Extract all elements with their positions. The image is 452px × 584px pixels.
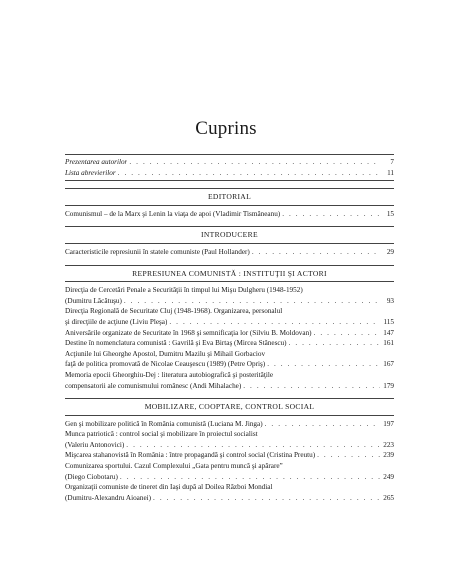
section-entries [65, 282, 394, 391]
dot-leader [126, 440, 380, 451]
section-heading: REPRESIUNEA COMUNISTĂ : INSTITUŢII ŞI ACTORI [132, 268, 327, 278]
toc-entry-line [65, 493, 394, 504]
toc-entry-text: şi direcţiile de acţiune (Liviu Pleşa) [65, 317, 168, 326]
toc-entry-text: Prezentarea autorilor [65, 158, 128, 166]
page-title: Cuprins [195, 118, 257, 139]
toc-entry-text: Mişcarea stahanovistă în România : între propagandă şi control social (Cristina Preutu) [65, 451, 316, 460]
toc-entry-line [65, 209, 394, 220]
toc-entry-line [65, 450, 394, 461]
page-number: 147 [383, 328, 394, 337]
page-number: 179 [383, 381, 394, 390]
dot-leader [317, 450, 380, 461]
toc-entry-text: faţă de politica promovată de Nicolae Ceauşescu (1989) (Petre Opriş) [65, 360, 266, 369]
toc-entry-line [65, 168, 394, 179]
toc-entry-text: (Diego Ciobotaru) [65, 472, 118, 481]
toc-entry[interactable] [65, 306, 394, 327]
toc-entry-text: Munca patriotică : control social şi mobilizare în proiectul socialist [65, 430, 258, 439]
toc-entry-text: Lista abrevierilor [65, 168, 116, 177]
table-of-contents [65, 154, 394, 503]
toc-entry-text: Caracteristicile represiunii în statele comuniste (Paul Hollander) [65, 247, 250, 256]
spacer [65, 258, 394, 265]
spacer [65, 181, 394, 188]
toc-entry-line [65, 338, 394, 349]
toc-entry[interactable] [65, 349, 394, 370]
dot-leader [129, 157, 380, 168]
dot-leader [267, 359, 380, 370]
dot-leader [252, 247, 380, 258]
toc-entry[interactable] [65, 370, 394, 391]
spacer [65, 391, 394, 398]
dot-leader [153, 493, 380, 504]
toc-entry[interactable] [65, 285, 394, 306]
page-number: 115 [383, 317, 394, 326]
toc-entry-text: (Dumitru-Alexandru Aioanei) [65, 493, 152, 502]
toc-entry-line [65, 440, 394, 451]
dot-leader [289, 338, 380, 349]
toc-entry-text: Comunizarea sportului. Cazul Complexului „Gata pentru muncă şi apărare” [65, 462, 283, 471]
toc-entry-line [65, 472, 394, 483]
page-number: 11 [387, 168, 394, 177]
toc-entry-text: Comunismul – de la Marx şi Lenin la viaţa de apoi (Vladimir Tismăneanu) [65, 209, 281, 218]
toc-entry[interactable] [65, 157, 394, 168]
toc-entry-text: (Dumitru Lăcătuşu) [65, 296, 122, 305]
toc-entry-line [65, 317, 394, 328]
toc-entry-line [65, 359, 394, 370]
toc-entry-text: Memoria epocii Gheorghiu-Dej : literatura autobiografică şi posterităţile [65, 370, 274, 379]
toc-entry-text: Gen şi mobilizare politică în România comunistă (Luciana M. Jinga) [65, 419, 263, 428]
dot-leader [120, 472, 380, 483]
toc-entry-text: compensatorii ale comunismului românesc (Andi Mihalache) [65, 381, 242, 390]
toc-entry-line [65, 381, 394, 392]
page-number: 161 [383, 339, 394, 348]
toc-entry[interactable] [65, 328, 394, 339]
section-entries [65, 416, 394, 504]
dot-leader [265, 419, 380, 430]
dot-leader [169, 317, 380, 328]
toc-entry-text: Acţiunile lui Gheorghe Apostol, Dumitru Mazilu şi Mihail Gorbaciov [65, 349, 266, 358]
section-heading: INTRODUCERE [201, 230, 258, 240]
page-number: 167 [383, 360, 394, 369]
page-number: 15 [386, 209, 394, 218]
toc-entry-text: Organizaţii comuniste de tineret din Iaşi după al Doilea Război Mondial [65, 483, 273, 492]
section-heading: MOBILIZARE, COOPTARE, CONTROL SOCIAL [144, 402, 315, 412]
toc-entry-text: Direcţia Regională de Securitate Cluj (1948-1968). Organizarea, personalul [65, 307, 283, 316]
toc-entry[interactable] [65, 419, 394, 430]
dot-leader [124, 296, 380, 307]
page-number: 29 [386, 247, 394, 256]
toc-entry-text: Direcţia de Cercetări Penale a Securităţii în timpul lui Mişu Dulgheru (1948-1952) [65, 286, 303, 295]
toc-entry[interactable] [65, 429, 394, 450]
section-entries [65, 206, 394, 220]
toc-entry[interactable] [65, 461, 394, 482]
toc-entry-line [65, 296, 394, 307]
dot-leader [314, 328, 380, 339]
page-number: 197 [383, 419, 394, 428]
toc-entry[interactable] [65, 247, 394, 258]
page-number: 265 [383, 493, 394, 502]
toc-entry[interactable] [65, 168, 394, 179]
toc-entry-text: (Valeriu Antonovici) [65, 440, 125, 449]
section-heading: EDITORIAL [207, 192, 252, 202]
toc-entry-line [65, 419, 394, 430]
toc-entry[interactable] [65, 209, 394, 220]
sections [65, 181, 394, 503]
toc-entry-line [65, 157, 394, 168]
toc-entry-text: Aniversările organizate de Securitate în 1968 şi semnificaţia lor (Silviu B. Moldovan) [65, 328, 312, 337]
toc-entry-text: Destine în nomenclatura comunistă : Gavrilă şi Eva Birtaş (Mircea Stănescu) [65, 339, 287, 348]
dot-leader [243, 381, 380, 392]
toc-entry[interactable] [65, 450, 394, 461]
toc-entry-line [65, 328, 394, 339]
section-entries [65, 244, 394, 258]
toc-entry[interactable] [65, 482, 394, 503]
front-matter [65, 155, 394, 178]
spacer [65, 219, 394, 226]
page-number: 239 [383, 451, 394, 460]
page-number: 249 [383, 472, 394, 481]
page-number: 93 [386, 296, 394, 305]
page-number: 223 [383, 440, 394, 449]
dot-leader [282, 209, 380, 220]
page-number: 7 [390, 158, 394, 166]
dot-leader [118, 168, 380, 179]
toc-entry[interactable] [65, 338, 394, 349]
toc-entry-line [65, 247, 394, 258]
